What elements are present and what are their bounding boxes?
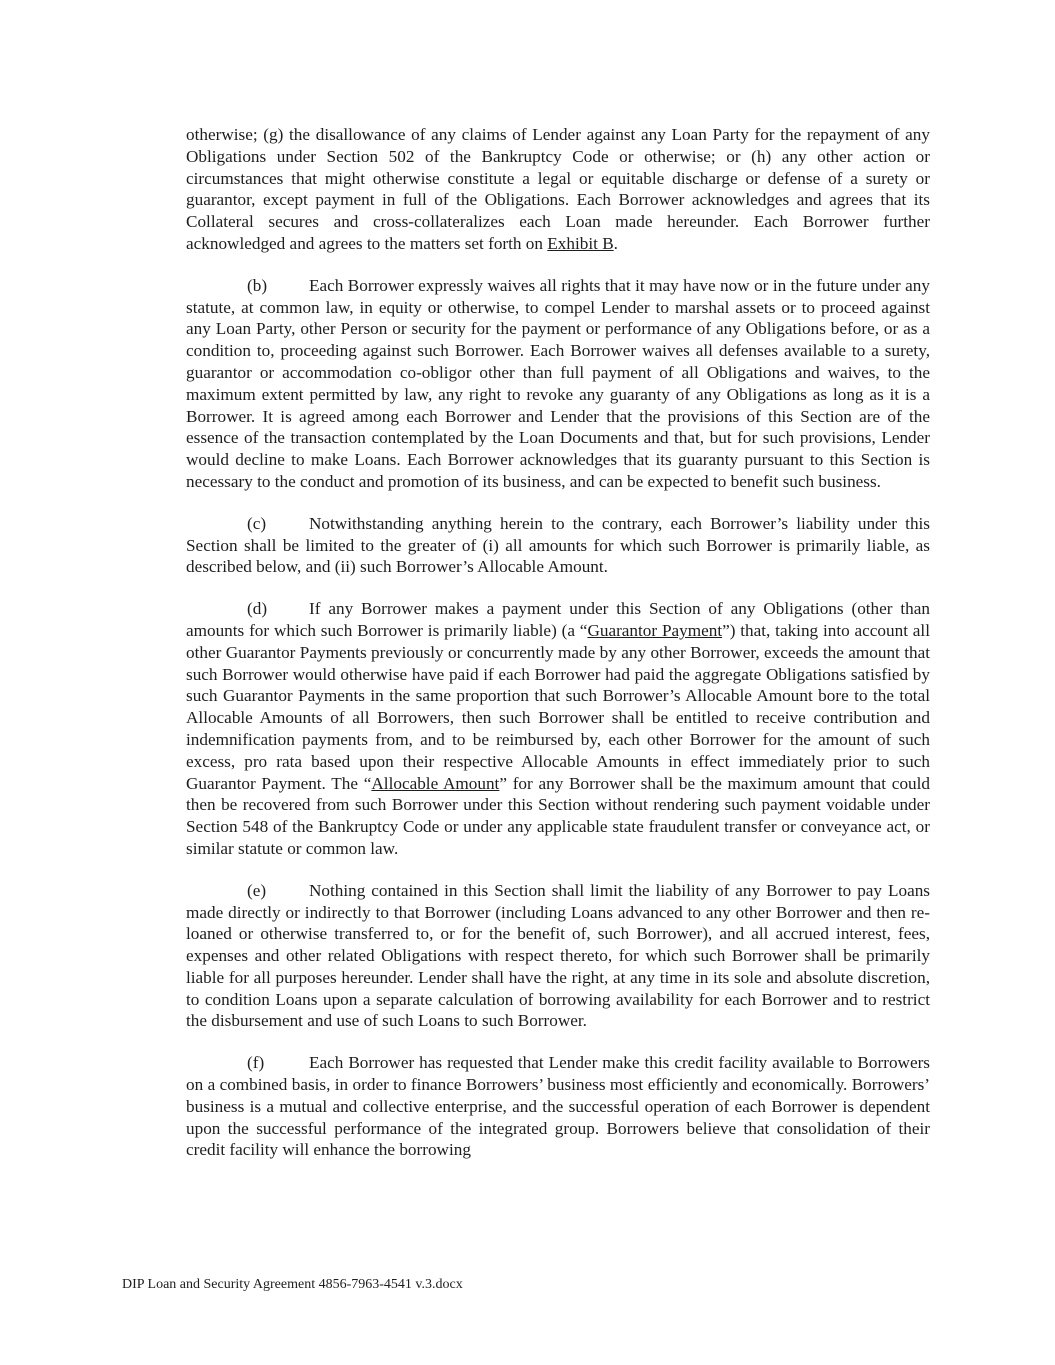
document-footer: DIP Loan and Security Agreement 4856-7963-4541 v.3.docx — [122, 1277, 463, 1292]
defined-term: Guarantor Payment — [587, 620, 723, 640]
paragraph-text: If any Borrower makes a payment under this Section of any Obligations (other than amounts for which such Borrower is primarily liable) (a “ — [186, 599, 930, 640]
paragraph-label: (e) — [247, 880, 267, 900]
paragraph-d — [186, 598, 930, 860]
paragraph-f — [186, 1052, 930, 1161]
paragraph-text: Notwithstanding anything herein to the contrary, each Borrower’s liability under this Section shall be limited to the greater of (i) all amounts for which such Borrower is primarily liable, as described below, and (ii) such Borrower’s Allocable Amount. — [186, 513, 930, 577]
document-body — [186, 124, 930, 1181]
paragraph-e — [186, 880, 930, 1033]
paragraph-b — [186, 275, 930, 493]
paragraph-text: ” for any Borrower shall be the maximum amount that could then be recovered from such Borrower under this Section without rendering such payment voidable under Section 548 of the Bankruptcy Code or under any applicable state fraudulent transfer or conveyance act, or similar statute or common law. — [186, 773, 930, 858]
paragraph-c — [186, 513, 930, 578]
paragraph-text: ”) that, taking into account all other Guarantor Payments previously or concurrently made by any other Borrower, exceeds the amount that such Borrower would otherwise have paid if each Borrower had paid the aggregate Obligations satisfied by such Guarantor Payments in the same proportion that such Borrower’s Allocable Amount bore to the total Allocable Amounts of all Borrowers, then such Borrower shall be entitled to receive contribution and indemnification payments from, and to be reimbursed by, each other Borrower for the amount of such excess, pro rata based upon their respective Allocable Amounts in effect immediately prior to such Guarantor Payment. The “ — [186, 620, 930, 793]
opening-text-end: . — [613, 233, 618, 253]
paragraph-text: Each Borrower has requested that Lender make this credit facility available to Borrowers on a combined basis, in order to finance Borrowers’ business most efficiently and economically. Borrowers’ business is a mutual and collective enterprise, and the successful operation of each Borrower is dependent upon the successful performance of the integrated group. Borrowers believe that consolidation of their credit facility will enhance the borrowing — [186, 1053, 930, 1160]
paragraph-text: Nothing contained in this Section shall limit the liability of any Borrower to pay Loans made directly or indirectly to that Borrower (including Loans advanced to any other Borrower and then re-loaned or otherwise transferred to, or for the benefit of, such Borrower), and all accrued interest, fees, expenses and other related Obligations with respect thereto, for which such Borrower shall be primarily liable for all purposes hereunder. Lender shall have the right, at any time in its sole and absolute discretion, to condition Loans upon a separate calculation of borrowing availability for each Borrower and to restrict the disbursement and use of such Loans to such Borrower. — [186, 880, 930, 1031]
opening-paragraph — [186, 124, 930, 255]
paragraph-label: (c) — [247, 513, 267, 533]
paragraph-text: Each Borrower expressly waives all rights that it may have now or in the future under any statute, at common law, in equity or otherwise, to compel Lender to marshal assets or to proceed against any Loan Party, other Person or security for the payment or performance of any Obligations before, or as a condition to, proceeding against such Borrower. Each Borrower waives all defenses available to a surety, guarantor or accommodation co-obligor other than full payment of all Obligations and waives, to the maximum extent permitted by law, any right to revoke any guaranty of any Obligations as long as it is a Borrower. It is agreed among each Borrower and Lender that the provisions of this Section are of the essence of the transaction contemplated by the Loan Documents and that, but for such provisions, Lender would decline to make Loans. Each Borrower acknowledges that its guaranty pursuant to this Section is necessary to the conduct and promotion of its business, and can be expected to benefit such business. — [186, 275, 930, 491]
paragraph-label: (d) — [247, 599, 268, 619]
paragraph-label: (f) — [247, 1053, 265, 1073]
paragraph-label: (b) — [247, 275, 268, 295]
exhibit-b-link[interactable]: Exhibit B — [547, 233, 614, 253]
defined-term: Allocable Amount — [371, 773, 500, 793]
section-paragraphs — [186, 275, 930, 1161]
opening-text: otherwise; (g) the disallowance of any claims of Lender against any Loan Party for the repayment of any Obligations under Section 502 of the Bankruptcy Code or otherwise; or (h) any other action or circumstances that might otherwise constitute a legal or equitable discharge or defense of a surety or guarantor, except payment in full of the Obligations. Each Borrower acknowledges and agrees that its Collateral secures and cross-collateralizes each Loan made hereunder. Each Borrower further acknowledged and agrees to the matters set forth on — [186, 125, 930, 253]
